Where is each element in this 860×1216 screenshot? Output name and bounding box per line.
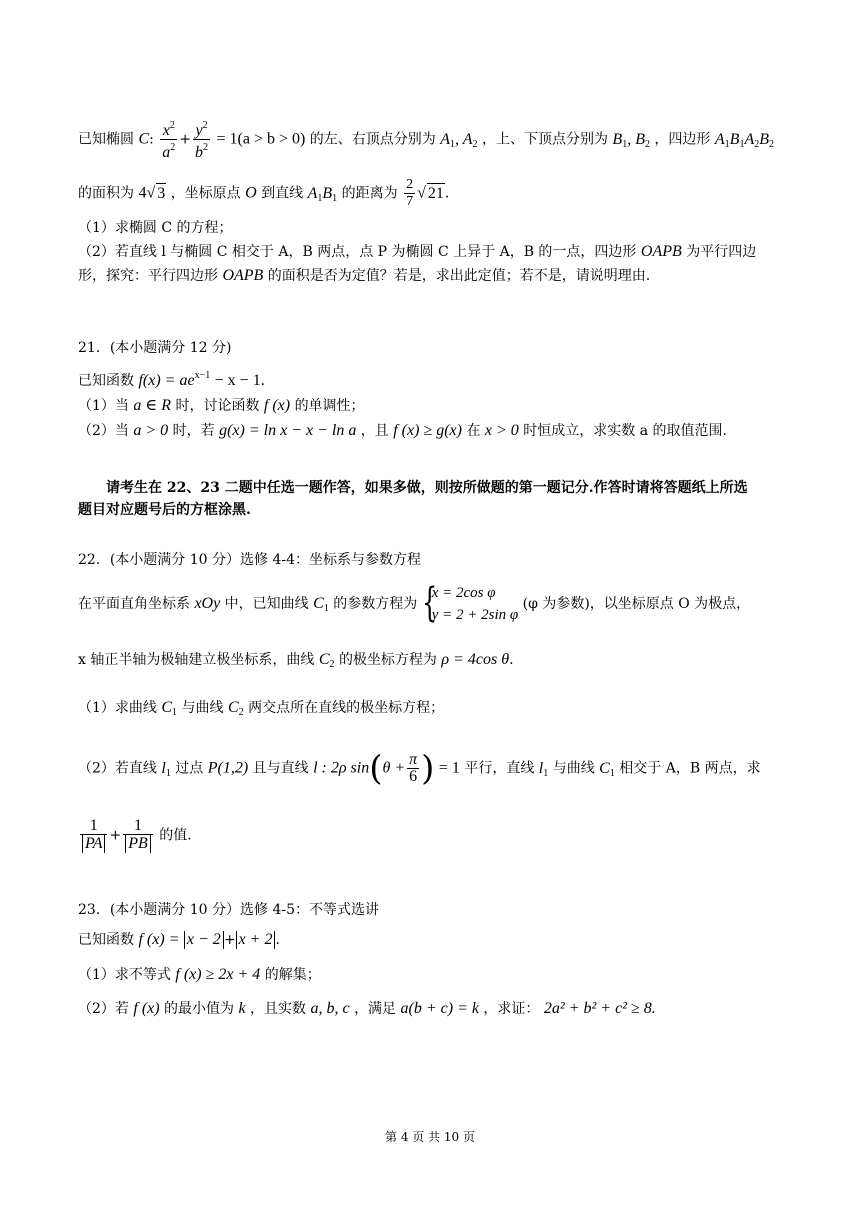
- text: 相交于 A，B 两点，求: [619, 760, 761, 777]
- math-C: C: [138, 130, 150, 148]
- math-theta: θ +: [382, 759, 406, 777]
- text: 在平面直角坐标系: [78, 596, 190, 612]
- den: PA: [82, 835, 105, 853]
- math-O: O: [245, 184, 257, 202]
- parametric-system: { x = 2cos φ y = 2 + 2sin φ: [421, 580, 519, 626]
- text: 的值.: [159, 827, 192, 844]
- math-cond: a > 0: [133, 422, 169, 439]
- sqrt-3: 3: [157, 184, 166, 202]
- math-proof: 2a² + b² + c² ≥ 8.: [543, 1000, 656, 1017]
- fraction-pi-6: [407, 752, 419, 785]
- math-C1: C: [161, 699, 173, 716]
- math-cond: a ∈ R: [133, 397, 171, 414]
- den: 7: [406, 194, 414, 209]
- text: 过点: [175, 760, 204, 777]
- text: 平行，直线: [464, 760, 535, 777]
- q20-part-2-line-2: [78, 266, 650, 286]
- num: π: [409, 751, 418, 768]
- q21-part-1: [78, 396, 365, 416]
- text: x 轴正半轴为极轴建立极坐标系，曲线: [78, 652, 315, 668]
- text: 的面积为: [78, 185, 134, 202]
- math-abc: a, b, c: [310, 1000, 350, 1017]
- q21-part-2: [78, 421, 727, 441]
- text: 的参数方程为: [333, 596, 418, 612]
- equation-text: = 1(a > b > 0): [216, 130, 306, 148]
- math-eq-one: = 1: [438, 759, 460, 777]
- num: 2: [406, 177, 414, 192]
- line-A1B1: $A_1B_1$: [307, 184, 338, 204]
- text: 中，已知曲线: [224, 596, 309, 612]
- q23-part-2: [78, 999, 656, 1019]
- text: （2）当: [78, 423, 129, 439]
- q23-part-1: [78, 965, 321, 985]
- q22-line-3: $\frac{1}{PA}$ + $\frac{1}{PB}$ 的值.: [78, 818, 192, 853]
- page-footer: 第 4 页 共 10 页: [385, 1130, 475, 1144]
- text: 在: [466, 423, 481, 439]
- math-ineq: f (x) ≥ g(x): [393, 422, 462, 439]
- math-A1: A: [440, 130, 450, 148]
- text: 形，探究：平行四边形: [78, 268, 218, 284]
- text: 的距离为: [341, 185, 398, 202]
- text: (φ 为参数)，以坐标原点 O 为极点，: [522, 596, 751, 612]
- abs-x-plus-2: x + 2: [236, 931, 276, 949]
- math-f: f (x): [263, 397, 291, 414]
- math-xOy: xOy: [194, 595, 221, 612]
- math-f: f (x): [133, 1000, 160, 1017]
- num: 1: [123, 818, 153, 835]
- math-polar-eq: ρ = 4cos θ: [441, 651, 510, 668]
- den: a: [162, 144, 171, 161]
- param-eq-x: x = 2cos φ: [431, 585, 496, 601]
- q22-part-2: （2）若直线 $l_1$ 过点 P(1,2) 且与直线 l : 2ρ sin(θ + $\frac{\pi}{6}$ ) = 1 平行，直线 $l_1$ 与曲线 $C_1$ 相交于 A，B 两点，求: [78, 748, 761, 789]
- text: ，坐标原点: [170, 185, 241, 202]
- text: 与曲线: [181, 700, 224, 716]
- den: b: [195, 144, 204, 161]
- text: :: [149, 131, 154, 148]
- math-x: x > 0: [484, 422, 519, 439]
- math-A2: A: [462, 130, 473, 148]
- fraction-2-7: [404, 177, 415, 210]
- math-B2: B: [635, 130, 645, 148]
- q22-part-1: （1）求曲线 $C_1$ 与曲线 $C_2$ 两交点所在直线的极坐标方程；: [78, 699, 445, 718]
- fraction-1-PB: [123, 818, 153, 853]
- text: 到直线: [261, 185, 304, 202]
- area-coef: 4: [138, 184, 147, 202]
- text: ，且: [360, 423, 389, 439]
- math-fx: f(x) = ae: [138, 372, 195, 389]
- math-line-l: l : 2ρ sin: [313, 759, 370, 777]
- fraction-x2-a2: $\frac{x^2}{a^2}$: [162, 120, 176, 161]
- text: ，上、下顶点分别为: [481, 131, 608, 148]
- text: 时恒成立，求实数 a 的取值范围.: [523, 423, 727, 439]
- text: （2）若: [78, 1001, 129, 1017]
- q21-line-1: [78, 366, 265, 391]
- q22-line-1: 在平面直角坐标系 xOy 中，已知曲线 $C_1$ 的参数方程为 { x = 2cos φ y = 2 + 2sin φ (φ 为参数)，以坐标原点 O 为极点，: [78, 580, 751, 626]
- math-OAPB: OAPB: [640, 243, 682, 260]
- text: （1）求不等式: [78, 967, 171, 983]
- text: 时，若: [172, 423, 215, 439]
- text: 的最小值为: [164, 1001, 235, 1017]
- text: （1）当: [78, 398, 129, 414]
- sqrt-21: 21: [427, 184, 444, 202]
- math-rest: − x − 1.: [214, 372, 265, 389]
- text: 的解集；: [264, 967, 321, 983]
- text: ，且实数: [250, 1001, 307, 1017]
- notice-line-1: 请考生在 22、23 二题中任选一题作答，如果多做，则按所做题的第一题记分.作答时请将答题纸上所选: [106, 480, 748, 496]
- math-eq: a(b + c) = k: [400, 1000, 479, 1017]
- text: 已知椭圆: [78, 131, 134, 148]
- text: 已知函数: [78, 932, 134, 948]
- num: y: [195, 122, 203, 139]
- math-point-P: P(1,2): [207, 759, 249, 777]
- math-g: g(x) = ln x − x − ln a: [219, 422, 357, 439]
- text: （2）若直线: [78, 760, 157, 777]
- math-ineq: f (x) ≥ 2x + 4: [175, 966, 261, 983]
- math-l1: l: [538, 759, 544, 777]
- param-eq-y: y = 2 + 2sin φ: [431, 607, 519, 623]
- exponent: x−1: [194, 370, 211, 381]
- fraction-y2-b2: $\frac{y^2}{b^2}$: [195, 120, 209, 161]
- text: 的单调性；: [294, 398, 365, 414]
- text: 为平行四边: [686, 244, 757, 260]
- q22-heading: 22．(本小题满分 10 分）选修 4-4：坐标系与参数方程: [78, 552, 421, 568]
- math-C2: C: [318, 651, 330, 668]
- notice-line-2: 题目对应题号后的方框涂黑.: [78, 502, 251, 518]
- math-f: f (x) =: [138, 931, 180, 948]
- math-C1: C: [599, 759, 610, 777]
- fraction-1-PA: [80, 818, 107, 853]
- q22-line-2: x 轴正半轴为极轴建立极坐标系，曲线 $C_2$ 的极坐标方程为 ρ = 4cos θ.: [78, 651, 514, 670]
- text: 的左、右顶点分别为: [309, 131, 436, 148]
- q21-heading: 21．(本小题满分 12 分): [78, 340, 232, 356]
- num: 1: [80, 818, 107, 835]
- text: ，四边形: [654, 131, 711, 148]
- abs-x-minus-2: x − 2: [184, 931, 224, 949]
- den: PB: [125, 835, 151, 853]
- den: 6: [409, 768, 418, 785]
- text: （1）求曲线: [78, 700, 157, 716]
- math-l1: l: [161, 759, 166, 777]
- quad-A1B1A2B2: $A_1B_1A_2B_2$: [714, 130, 774, 150]
- text: （2）若直线 l 与椭圆 C 相交于 A，B 两点，点 P 为椭圆 C 上异于 A，B 的一点，四边形: [78, 244, 637, 260]
- math-OAPB: OAPB: [222, 267, 264, 284]
- math-C2: C: [227, 699, 239, 716]
- q23-line-1: 已知函数 f (x) = x − 2 + x + 2 .: [78, 931, 280, 948]
- text: 时，讨论函数: [175, 398, 260, 414]
- text: 的面积是否为定值？若是，求出此定值；若不是，请说明理由.: [267, 268, 651, 284]
- text: 两交点所在直线的极坐标方程；: [248, 700, 445, 716]
- q20-part-1: （1）求椭圆 C 的方程；: [78, 220, 233, 236]
- q20-line-1: 已知椭圆 C: $\frac{x^2}{a^2}$ + $\frac{y^2}{b^2}$ = 1(a > b > 0) 的左、右顶点分别为 $A_1$, $A_2$ ，上、下顶点分别为 $B_1$, $B_2$ ，四边形 $A_1B_1A_2B_2$: [78, 120, 774, 161]
- text: 已知函数: [78, 373, 134, 389]
- text: 的极坐标方程为: [338, 652, 437, 668]
- math-B1: B: [612, 130, 623, 148]
- q20-line-2: 的面积为 4√ 3 ，坐标原点 O 到直线 $A_1B_1$ 的距离为 $\frac{2}{7}$ √ 21.: [78, 177, 450, 209]
- math-k: k: [238, 1000, 246, 1017]
- text: 且与直线: [252, 760, 309, 777]
- text: 与曲线: [552, 760, 595, 777]
- text: ，求证：: [483, 1001, 540, 1017]
- q23-heading: 23．(本小题满分 10 分）选修 4-5：不等式选讲: [78, 902, 379, 918]
- num: x: [162, 122, 170, 139]
- text: ，满足: [354, 1001, 397, 1017]
- q20-part-2-line-1: [78, 242, 756, 262]
- math-C1: C: [313, 595, 324, 612]
